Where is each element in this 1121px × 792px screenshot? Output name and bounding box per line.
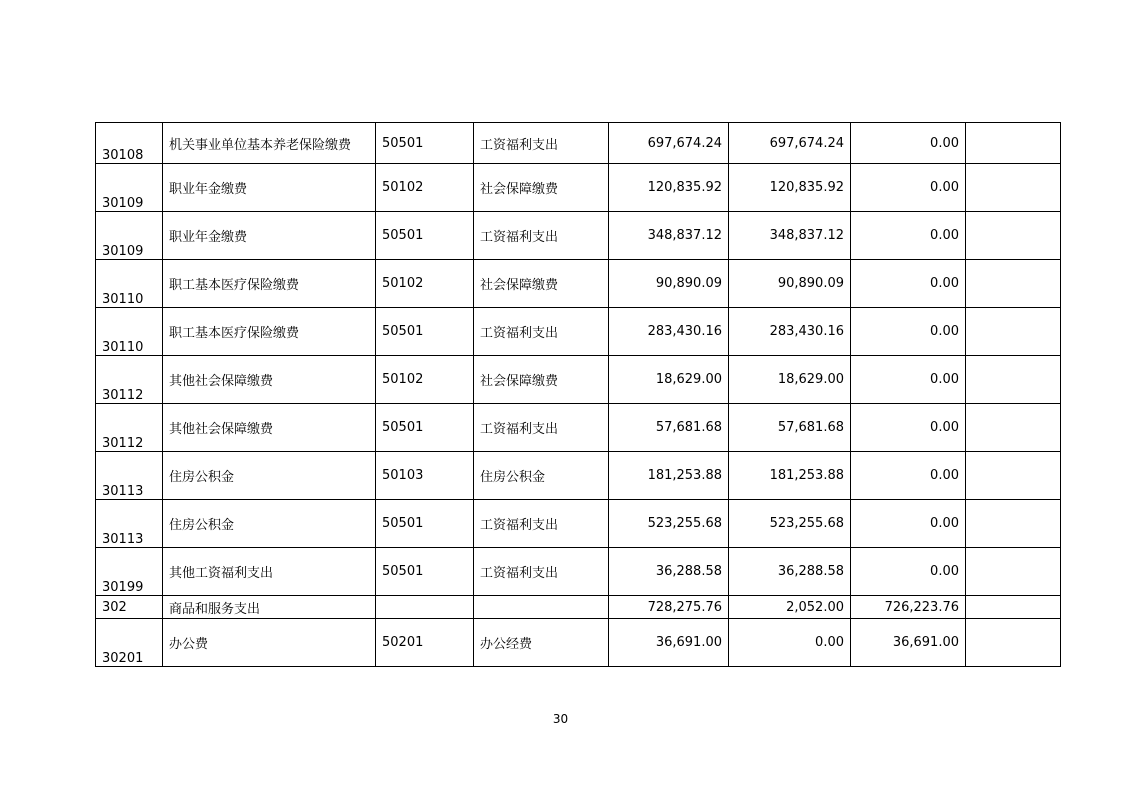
project-cell: 0.00 bbox=[851, 452, 966, 500]
extra-cell bbox=[966, 123, 1061, 164]
econ-name-cell bbox=[474, 596, 609, 619]
name-cell: 其他社会保障缴费 bbox=[163, 404, 376, 452]
code-cell: 30199 bbox=[96, 548, 163, 596]
econ-name-cell: 社会保障缴费 bbox=[474, 356, 609, 404]
budget-table bbox=[95, 122, 1061, 667]
name-cell: 机关事业单位基本养老保险缴费 bbox=[163, 123, 376, 164]
basic-cell: 523,255.68 bbox=[729, 500, 851, 548]
total-cell: 120,835.92 bbox=[609, 164, 729, 212]
econ-code-cell: 50501 bbox=[376, 404, 474, 452]
econ-code-cell: 50501 bbox=[376, 500, 474, 548]
total-cell: 36,691.00 bbox=[609, 619, 729, 667]
project-cell: 0.00 bbox=[851, 308, 966, 356]
code-cell: 30109 bbox=[96, 164, 163, 212]
extra-cell bbox=[966, 212, 1061, 260]
total-cell: 36,288.58 bbox=[609, 548, 729, 596]
page-number: 30 bbox=[552, 712, 569, 726]
code-cell: 30110 bbox=[96, 308, 163, 356]
econ-code-cell: 50501 bbox=[376, 123, 474, 164]
name-cell: 住房公积金 bbox=[163, 452, 376, 500]
basic-cell: 57,681.68 bbox=[729, 404, 851, 452]
total-cell: 18,629.00 bbox=[609, 356, 729, 404]
project-cell: 0.00 bbox=[851, 212, 966, 260]
extra-cell bbox=[966, 548, 1061, 596]
basic-cell: 348,837.12 bbox=[729, 212, 851, 260]
econ-code-cell: 50102 bbox=[376, 356, 474, 404]
total-cell: 523,255.68 bbox=[609, 500, 729, 548]
table-row bbox=[96, 404, 1061, 452]
basic-cell: 283,430.16 bbox=[729, 308, 851, 356]
code-cell: 30112 bbox=[96, 356, 163, 404]
project-cell: 36,691.00 bbox=[851, 619, 966, 667]
econ-code-cell: 50201 bbox=[376, 619, 474, 667]
name-cell: 住房公积金 bbox=[163, 500, 376, 548]
project-cell: 0.00 bbox=[851, 164, 966, 212]
basic-cell: 2,052.00 bbox=[729, 596, 851, 619]
extra-cell bbox=[966, 404, 1061, 452]
basic-cell: 0.00 bbox=[729, 619, 851, 667]
table-row bbox=[96, 548, 1061, 596]
econ-code-cell: 50501 bbox=[376, 308, 474, 356]
name-cell: 职业年金缴费 bbox=[163, 212, 376, 260]
name-cell: 职工基本医疗保险缴费 bbox=[163, 308, 376, 356]
basic-cell: 36,288.58 bbox=[729, 548, 851, 596]
code-cell: 30109 bbox=[96, 212, 163, 260]
econ-name-cell: 工资福利支出 bbox=[474, 212, 609, 260]
total-cell: 348,837.12 bbox=[609, 212, 729, 260]
total-cell: 697,674.24 bbox=[609, 123, 729, 164]
name-cell: 其他工资福利支出 bbox=[163, 548, 376, 596]
name-cell: 其他社会保障缴费 bbox=[163, 356, 376, 404]
econ-name-cell: 工资福利支出 bbox=[474, 548, 609, 596]
total-cell: 181,253.88 bbox=[609, 452, 729, 500]
name-cell: 职工基本医疗保险缴费 bbox=[163, 260, 376, 308]
econ-name-cell: 工资福利支出 bbox=[474, 308, 609, 356]
code-cell: 30110 bbox=[96, 260, 163, 308]
econ-name-cell: 办公经费 bbox=[474, 619, 609, 667]
table-row bbox=[96, 619, 1061, 667]
name-cell: 职业年金缴费 bbox=[163, 164, 376, 212]
table-body bbox=[96, 123, 1061, 667]
basic-cell: 120,835.92 bbox=[729, 164, 851, 212]
econ-code-cell: 50501 bbox=[376, 548, 474, 596]
project-cell: 0.00 bbox=[851, 123, 966, 164]
table-row bbox=[96, 260, 1061, 308]
table-row bbox=[96, 452, 1061, 500]
extra-cell bbox=[966, 356, 1061, 404]
basic-cell: 90,890.09 bbox=[729, 260, 851, 308]
econ-code-cell: 50102 bbox=[376, 260, 474, 308]
project-cell: 0.00 bbox=[851, 356, 966, 404]
code-cell: 30201 bbox=[96, 619, 163, 667]
name-cell: 办公费 bbox=[163, 619, 376, 667]
table-row bbox=[96, 164, 1061, 212]
table-row bbox=[96, 308, 1061, 356]
table-row bbox=[96, 123, 1061, 164]
econ-name-cell: 住房公积金 bbox=[474, 452, 609, 500]
extra-cell bbox=[966, 452, 1061, 500]
code-cell: 30108 bbox=[96, 123, 163, 164]
total-cell: 57,681.68 bbox=[609, 404, 729, 452]
project-cell: 0.00 bbox=[851, 500, 966, 548]
econ-code-cell: 50102 bbox=[376, 164, 474, 212]
table-row bbox=[96, 212, 1061, 260]
econ-name-cell: 工资福利支出 bbox=[474, 123, 609, 164]
code-cell: 302 bbox=[96, 596, 163, 619]
basic-cell: 18,629.00 bbox=[729, 356, 851, 404]
basic-cell: 181,253.88 bbox=[729, 452, 851, 500]
econ-code-cell: 50501 bbox=[376, 212, 474, 260]
project-cell: 0.00 bbox=[851, 260, 966, 308]
econ-code-cell bbox=[376, 596, 474, 619]
extra-cell bbox=[966, 596, 1061, 619]
table-row bbox=[96, 356, 1061, 404]
name-cell: 商品和服务支出 bbox=[163, 596, 376, 619]
table-row bbox=[96, 500, 1061, 548]
code-cell: 30113 bbox=[96, 500, 163, 548]
econ-name-cell: 社会保障缴费 bbox=[474, 164, 609, 212]
econ-code-cell: 50103 bbox=[376, 452, 474, 500]
code-cell: 30112 bbox=[96, 404, 163, 452]
total-cell: 728,275.76 bbox=[609, 596, 729, 619]
extra-cell bbox=[966, 308, 1061, 356]
econ-name-cell: 工资福利支出 bbox=[474, 500, 609, 548]
extra-cell bbox=[966, 164, 1061, 212]
project-cell: 0.00 bbox=[851, 404, 966, 452]
basic-cell: 697,674.24 bbox=[729, 123, 851, 164]
total-cell: 90,890.09 bbox=[609, 260, 729, 308]
total-cell: 283,430.16 bbox=[609, 308, 729, 356]
extra-cell bbox=[966, 260, 1061, 308]
econ-name-cell: 工资福利支出 bbox=[474, 404, 609, 452]
econ-name-cell: 社会保障缴费 bbox=[474, 260, 609, 308]
project-cell: 726,223.76 bbox=[851, 596, 966, 619]
extra-cell bbox=[966, 619, 1061, 667]
table-row bbox=[96, 596, 1061, 619]
extra-cell bbox=[966, 500, 1061, 548]
code-cell: 30113 bbox=[96, 452, 163, 500]
project-cell: 0.00 bbox=[851, 548, 966, 596]
